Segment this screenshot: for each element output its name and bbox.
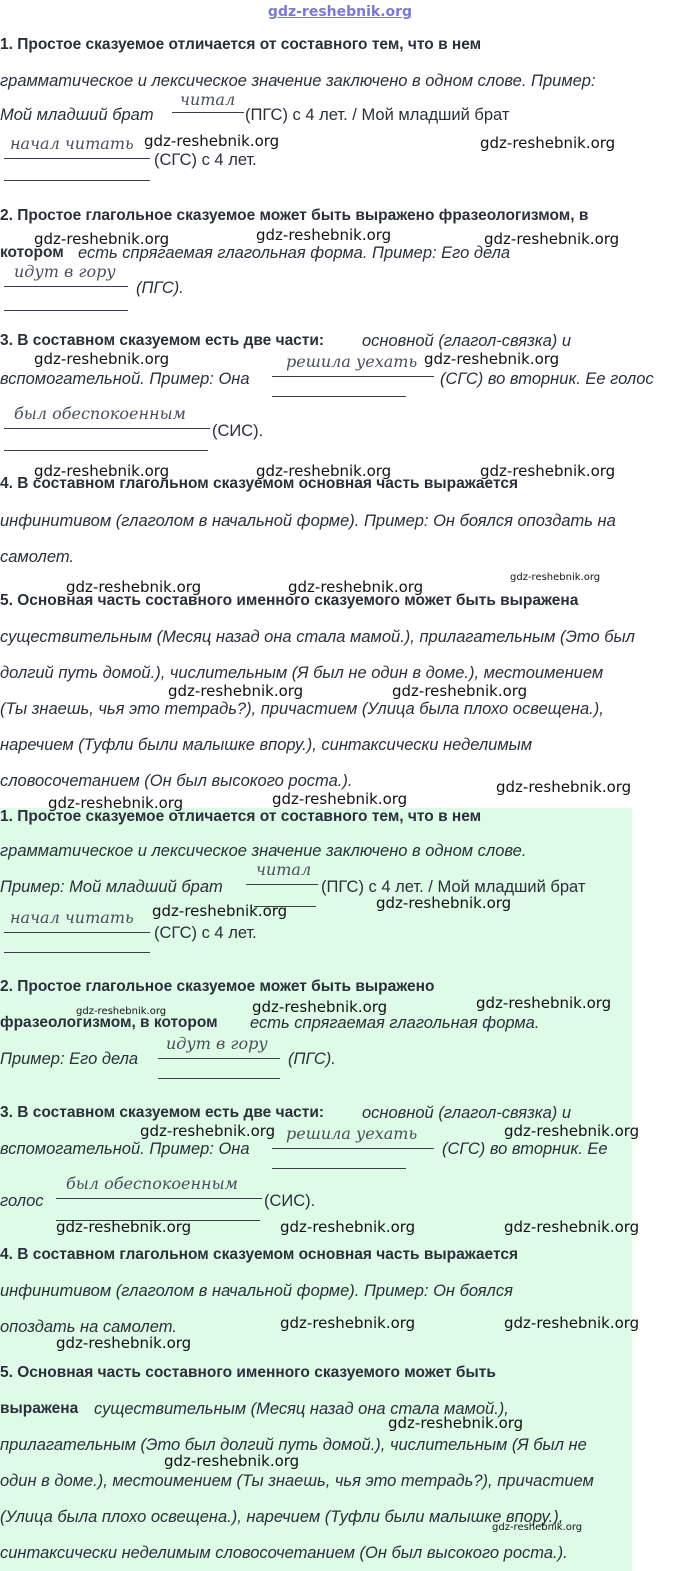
point-5-text: прилагательным (Это был долгий путь домой.), числительным (Я был не [0,1436,587,1454]
watermark: gdz-reshebnik.org [504,1218,640,1236]
point-4-heading: 4. В составном глагольном сказуемом основная часть выражается [0,475,519,492]
watermark: gdz-reshebnik.org [168,682,304,700]
underline-rule [4,310,128,311]
watermark: gdz-reshebnik.org [280,1314,416,1332]
underline-rule [4,952,150,953]
site-header [0,0,680,26]
point-1-text: грамматическое и лексическое значение заключено в одном слове. Пример: [0,72,596,90]
point-5-heading: 5. Основная часть составного именного сказуемого может быть выражена [0,592,579,609]
watermark: gdz-reshebnik.org [144,132,280,150]
watermark: gdz-reshebnik.org [424,350,560,368]
point-1-example-end: (ПГС) с 4 лет. / Мой младший брат [321,878,586,896]
point-2-example-tail: (ПГС). [288,1050,336,1068]
point-5-text: наречием (Туфли были малышке впору.), синтаксически неделимым [0,736,533,754]
handwritten-predicate: был обеспокоенным [66,1174,238,1193]
underline-rule [272,396,406,397]
watermark: gdz-reshebnik.org [480,134,616,152]
point-2-heading-cont: фразеологизмом, в котором [0,1014,218,1031]
point-4-text: инфинитивом (глаголом в начальной форме). Пример: Он боялся [0,1282,513,1300]
point-5-text: долгий путь домой.), числительным (Я был не один в доме.), местоимением [0,664,604,682]
watermark: gdz-reshebnik.org [34,462,170,480]
point-5-text: (Ты знаешь, чья это тетрадь?), причастием (Улица была плохо освещена.), [0,700,604,718]
underline-rule [158,1078,280,1079]
point-2-heading: 2. Простое глагольное сказуемое может быть выражено [0,978,435,995]
watermark: gdz-reshebnik.org [280,1218,416,1236]
underline-rule [4,158,150,159]
watermark: gdz-reshebnik.org [252,998,388,1016]
point-5-text: существительным (Месяц назад она стала мамой.), прилагательным (Это был [0,628,635,646]
watermark: gdz-reshebnik.org [504,1314,640,1332]
watermark: gdz-reshebnik.org [34,350,170,368]
point-3-text: основной (глагол-связка) и [362,332,572,350]
point-3-example-start: вспомогательной. Пример: Она [0,370,250,388]
underline-rule [272,1168,406,1169]
watermark: gdz-reshebnik.org [34,230,170,248]
point-1-example-start: Мой младший брат [0,106,154,124]
watermark: gdz-reshebnik.org [376,894,512,912]
point-3-heading: 3. В составном сказуемом есть две части: [0,332,325,349]
underline-rule [4,932,150,933]
watermark: gdz-reshebnik.org [56,1218,192,1236]
point-1-heading: 1. Простое сказуемое отличается от составного тем, что в нем [0,36,482,53]
point-4-text: инфинитивом (глаголом в начальной форме). Пример: Он боялся опоздать на [0,512,616,530]
watermark: gdz-reshebnik.org [480,462,616,480]
point-2-example-start: Пример: Его дела [0,1050,139,1068]
watermark: gdz-reshebnik.org [256,226,392,244]
point-3-heading: 3. В составном сказуемом есть две части: [0,1104,325,1121]
point-5-text: один в доме.), местоимением (Ты знаешь, чья это тетрадь?), причастием [0,1472,594,1490]
site-link[interactable]: gdz-reshebnik.org [267,4,413,20]
point-5-text: существительным (Месяц назад она стала мамой.), [94,1400,509,1418]
watermark: gdz-reshebnik.org [504,1122,640,1140]
watermark: gdz-reshebnik.org [476,994,612,1012]
point-3-example-tail: (СИС). [264,1192,316,1210]
watermark: gdz-reshebnik.org [496,778,632,796]
point-4-text-cont: самолет. [0,548,74,566]
point-1-example-end: (ПГС) с 4 лет. / Мой младший брат [245,106,510,124]
watermark: gdz-reshebnik.org [272,790,408,808]
underline-rule [172,112,244,113]
watermark: gdz-reshebnik.org [256,462,392,480]
point-1-heading: 1. Простое сказуемое отличается от составного тем, что в нем [0,808,482,825]
underline-rule [272,376,434,377]
watermark: gdz-reshebnik.org [392,682,528,700]
point-3-example-tail: (СИС). [212,422,264,440]
point-1-example-start: Пример: Мой младший брат [0,878,223,896]
underline-rule [4,428,210,429]
point-1-text: грамматическое и лексическое значение заключено в одном слове. [0,842,527,860]
watermark: gdz-reshebnik.org [48,794,184,812]
underline-rule [4,286,128,287]
watermark: gdz-reshebnik.org [510,572,601,583]
handwritten-predicate: начал читать [10,134,134,153]
point-3-example-start-2: голос [0,1192,44,1210]
point-5-text: словосочетанием (Он был высокого роста.). [0,772,353,790]
handwritten-predicate: читал [180,90,236,109]
underline-rule [4,450,208,451]
point-2-heading-cont: котором [0,244,64,261]
underline-rule [158,1058,280,1059]
handwritten-predicate: решила уехать [286,352,418,371]
answer-panel-2 [0,808,680,1571]
handwritten-predicate: читал [256,860,312,879]
point-2-text: есть спрягаемая глагольная форма. Пример: Его дела [78,244,511,262]
point-5-heading-cont: выражена [0,1400,79,1417]
handwritten-predicate: решила уехать [286,1124,418,1143]
point-5-text: синтаксически неделимым словосочетанием (Он был высокого роста.). [0,1544,568,1562]
point-5-heading: 5. Основная часть составного именного сказуемого может быть [0,1364,496,1381]
underline-rule [4,180,150,181]
point-1-example-tail: (СГС) с 4 лет. [154,151,257,169]
watermark: gdz-reshebnik.org [56,1334,192,1352]
handwritten-predicate: начал читать [10,908,134,927]
watermark: gdz-reshebnik.org [76,1006,167,1017]
handwritten-predicate: идут в гору [14,262,116,281]
point-4-heading: 4. В составном глагольном сказуемом основная часть выражается [0,1246,519,1263]
point-1-example-tail: (СГС) с 4 лет. [154,924,257,942]
point-4-text-cont: опоздать на самолет. [0,1318,177,1336]
point-3-example-start: вспомогательной. Пример: Она [0,1140,250,1158]
underline-rule [56,1198,262,1199]
watermark: gdz-reshebnik.org [66,578,202,596]
watermark: gdz-reshebnik.org [492,1522,583,1533]
point-3-example-end: (СГС) во вторник. Ее [442,1140,608,1158]
point-2-text: есть спрягаемая глагольная форма. [250,1014,540,1032]
point-3-text: основной (глагол-связка) и [362,1104,572,1122]
handwritten-predicate: идут в гору [166,1034,268,1053]
point-3-example-end: (СГС) во вторник. Ее голос [440,370,654,388]
point-2-example-tail: (ПГС). [136,279,184,297]
watermark: gdz-reshebnik.org [388,1414,524,1432]
watermark: gdz-reshebnik.org [140,1122,276,1140]
point-5-text: (Улица была плохо освещена.), наречием (Туфли были малышке впору.), [0,1508,564,1526]
watermark: gdz-reshebnik.org [152,902,288,920]
underline-rule [246,884,318,885]
point-2-heading: 2. Простое глагольное сказуемое может быть выражено фразеологизмом, в [0,207,589,224]
handwritten-predicate: был обеспокоенным [14,404,186,423]
watermark: gdz-reshebnik.org [288,578,424,596]
underline-rule [272,1148,434,1149]
watermark: gdz-reshebnik.org [164,1452,300,1470]
watermark: gdz-reshebnik.org [484,230,620,248]
